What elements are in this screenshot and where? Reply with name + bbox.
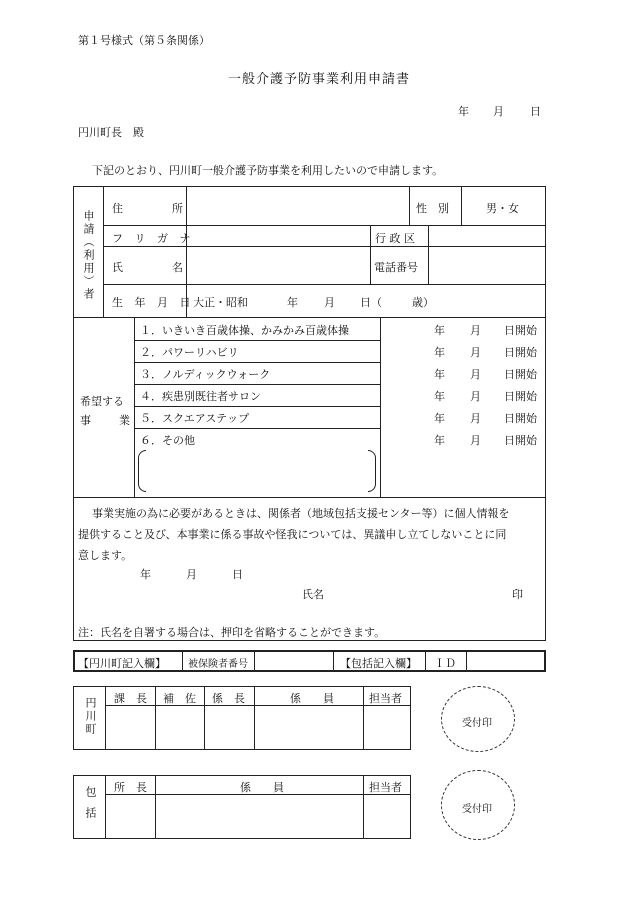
center-entry-label: 【包括記入欄】: [340, 657, 417, 670]
start-month-5: 月: [470, 412, 481, 425]
dob-day: 日（: [360, 296, 382, 309]
page-title: 一般介護予防事業利用申請書: [228, 72, 411, 87]
center-stamp-side-label: 包括: [84, 786, 97, 828]
name-field[interactable]: [190, 250, 366, 280]
town-stamp-side-label: 円川町: [84, 697, 97, 736]
addressee: 円川町長 殿: [78, 126, 144, 139]
start-year-5: 年: [434, 412, 445, 425]
start-year-3: 年: [434, 368, 445, 381]
dob-label: 生 年 月 日: [112, 296, 195, 309]
consent-line-1: 事業実施の為に必要があるときは、関係者（地域包括支援センター等）に個人情報を: [92, 507, 510, 520]
start-month-2: 月: [470, 346, 481, 359]
note-text: 注：氏名を自署する場合は、押印を省略することができます。: [78, 626, 386, 639]
furigana-label: フ リ ガ ナ: [112, 232, 195, 245]
start-month-6: 月: [470, 434, 481, 447]
programs-label-2: 事 業: [80, 414, 132, 427]
consent-year: 年: [140, 568, 151, 581]
signature-label: 氏名: [302, 588, 324, 601]
start-day-2: 日開始: [504, 346, 537, 359]
start-day-5: 日開始: [504, 412, 537, 425]
start-day-6: 日開始: [504, 434, 537, 447]
start-year-6: 年: [434, 434, 445, 447]
dob-age: 歳）: [412, 296, 434, 309]
programs-label-1: 希望する: [80, 395, 124, 408]
program-6[interactable]: ６．その他: [140, 434, 195, 447]
program-2[interactable]: ２．パワーリハビリ: [140, 346, 239, 359]
town-entry-label: 【円川町記入欄】: [78, 657, 166, 670]
start-day-3: 日開始: [504, 368, 537, 381]
center-header-2: 係 員: [240, 781, 284, 794]
consent-month: 月: [186, 568, 197, 581]
town-receipt-label: 受付印: [462, 718, 492, 729]
applicant-section-label: 申請（利用）者: [82, 210, 95, 301]
consent-line-3: 意します。: [78, 549, 133, 562]
start-year-1: 年: [434, 324, 445, 337]
name-label: 氏 名: [112, 261, 187, 274]
program-1[interactable]: １．いきいき百歳体操、かみかみ百歳体操: [140, 324, 349, 337]
consent-line-2: 提供すること及び、本事業に係る事故や怪我については、異議申し立てしないことに同: [78, 528, 507, 541]
start-day-1: 日開始: [504, 324, 537, 337]
insured-number-field[interactable]: [258, 653, 330, 670]
start-month-1: 月: [470, 324, 481, 337]
center-header-1: 所 長: [114, 781, 147, 794]
town-header-3: 係 長: [212, 692, 245, 705]
dob-month: 月: [324, 296, 335, 309]
district-field[interactable]: [432, 228, 542, 244]
town-header-1: 課 長: [114, 692, 147, 705]
district-label: 行 政 区: [375, 232, 415, 245]
program-3[interactable]: ３．ノルディックウォーク: [140, 368, 271, 381]
start-year-2: 年: [434, 346, 445, 359]
start-day-4: 日開始: [504, 390, 537, 403]
id-label: ＩＤ: [434, 657, 456, 670]
town-header-4: 係 員: [290, 692, 334, 705]
form-number: 第１号様式（第５条関係）: [78, 34, 210, 47]
date-year: 年: [458, 105, 469, 118]
dob-era[interactable]: 大正・昭和: [193, 296, 248, 309]
gender-value[interactable]: 男・女: [486, 202, 519, 215]
date-day: 日: [530, 105, 541, 118]
center-header-3: 担当者: [369, 781, 402, 794]
dob-year: 年: [287, 296, 298, 309]
date-month: 月: [493, 105, 504, 118]
town-header-2: 補 佐: [163, 692, 196, 705]
intro-text: 下記のとおり、円川町一般介護予防事業を利用したいので申請します。: [92, 164, 444, 177]
consent-day: 日: [232, 568, 243, 581]
signature-field[interactable]: [326, 582, 496, 602]
center-receipt-label: 受付印: [462, 804, 492, 815]
insured-number-label: 被保険者番号: [188, 659, 248, 670]
seal-mark: 印: [512, 588, 523, 601]
address-label: 住 所: [112, 202, 187, 215]
gender-label: 性 別: [416, 202, 449, 215]
start-month-4: 月: [470, 390, 481, 403]
start-year-4: 年: [434, 390, 445, 403]
furigana-field[interactable]: [190, 228, 366, 244]
address-field[interactable]: [196, 196, 404, 220]
other-details-bracket[interactable]: [138, 450, 376, 492]
phone-label: 電話番号: [374, 261, 418, 274]
start-month-3: 月: [470, 368, 481, 381]
id-field[interactable]: [470, 653, 542, 670]
town-header-5: 担当者: [369, 692, 402, 705]
program-5[interactable]: ５．スクエアステップ: [140, 412, 250, 425]
phone-field[interactable]: [432, 250, 542, 280]
program-4[interactable]: ４．疾患別既往者サロン: [140, 390, 261, 403]
